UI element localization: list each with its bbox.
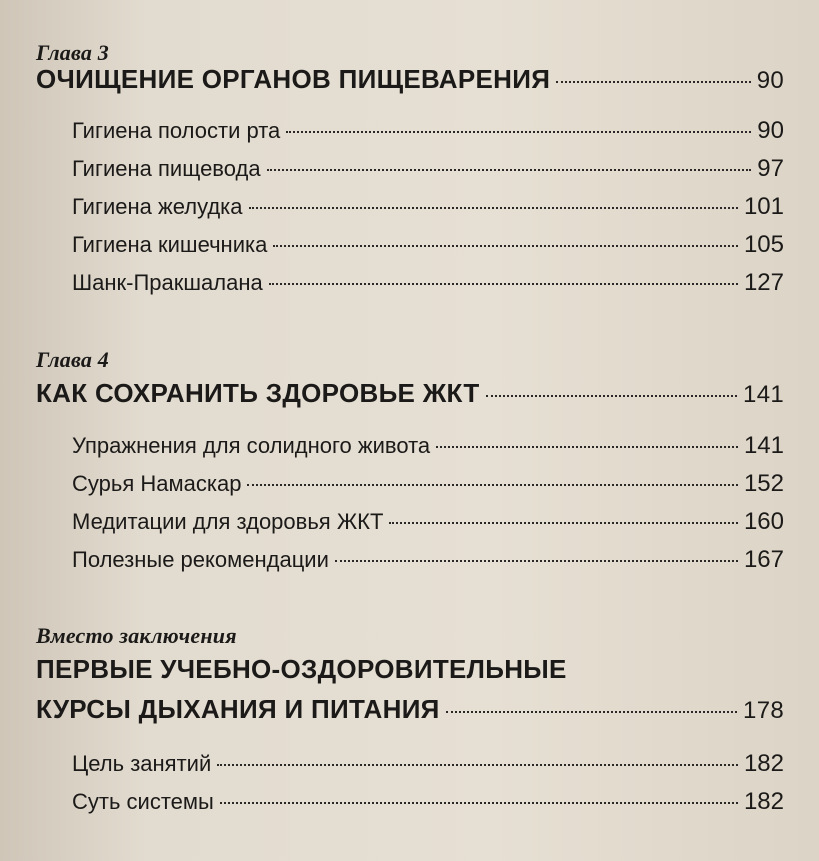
entry-title: Суть системы bbox=[72, 789, 214, 814]
dot-leader bbox=[335, 560, 738, 562]
dot-leader bbox=[556, 81, 751, 83]
page-number: 182 bbox=[743, 788, 784, 815]
page-number: 182 bbox=[743, 750, 784, 777]
toc-entry bbox=[72, 117, 784, 145]
toc-entry bbox=[72, 546, 784, 574]
toc-entry bbox=[72, 470, 784, 498]
entry-title: Гигиена пищевода bbox=[72, 156, 261, 181]
chapter-title: ОЧИЩЕНИЕ ОРГАНОВ ПИЩЕВАРЕНИЯ bbox=[36, 64, 551, 94]
toc-entry bbox=[72, 231, 784, 259]
page-number: 141 bbox=[743, 381, 784, 408]
dot-leader bbox=[273, 245, 738, 247]
dot-leader bbox=[267, 169, 752, 171]
chapter-title: ПЕРВЫЕ УЧЕБНО-ОЗДОРОВИТЕЛЬНЫЕ bbox=[36, 654, 567, 684]
page-number: 90 bbox=[757, 117, 784, 144]
page-number: 152 bbox=[743, 470, 784, 497]
toc-entry bbox=[72, 508, 784, 536]
page-number: 97 bbox=[757, 155, 784, 182]
chapter-title: КУРСЫ ДЫХАНИЯ И ПИТАНИЯ bbox=[36, 694, 440, 724]
chapter-label: Глава 3 bbox=[36, 40, 109, 65]
toc-entry bbox=[72, 788, 784, 816]
dot-leader bbox=[286, 131, 751, 133]
dot-leader bbox=[220, 802, 738, 804]
dot-leader bbox=[389, 522, 738, 524]
chapter-title-row bbox=[36, 378, 784, 409]
toc-entry bbox=[72, 155, 784, 183]
page-number: 105 bbox=[743, 231, 784, 258]
entry-title: Гигиена полости рта bbox=[72, 118, 281, 143]
entry-title: Гигиена кишечника bbox=[72, 232, 268, 257]
page-number: 160 bbox=[743, 508, 784, 535]
entry-title: Гигиена желудка bbox=[72, 194, 243, 219]
page-number: 101 bbox=[743, 193, 784, 220]
entry-title: Медитации для здоровья ЖКТ bbox=[72, 509, 384, 534]
chapter-title: КАК СОХРАНИТЬ ЗДОРОВЬЕ ЖКТ bbox=[36, 378, 480, 408]
page-number: 127 bbox=[743, 269, 784, 296]
dot-leader bbox=[446, 711, 737, 713]
dot-leader bbox=[249, 207, 738, 209]
chapter-label: Глава 4 bbox=[36, 347, 109, 372]
chapter-title-row bbox=[36, 64, 784, 95]
toc-entry bbox=[72, 269, 784, 297]
page-number: 141 bbox=[743, 432, 784, 459]
dot-leader bbox=[217, 764, 738, 766]
page-number: 167 bbox=[743, 546, 784, 573]
dot-leader bbox=[486, 395, 738, 397]
page-number: 178 bbox=[743, 697, 784, 724]
toc-entry bbox=[72, 432, 784, 460]
toc-entry bbox=[72, 750, 784, 778]
entry-title: Сурья Намаскар bbox=[72, 471, 242, 496]
dot-leader bbox=[436, 446, 738, 448]
chapter-label: Вместо заключения bbox=[36, 623, 237, 648]
entry-title: Полезные рекомендации bbox=[72, 547, 329, 572]
toc-entry bbox=[72, 193, 784, 221]
dot-leader bbox=[269, 283, 738, 285]
entry-title: Упражнения для солидного живота bbox=[72, 433, 431, 458]
entry-title: Цель занятий bbox=[72, 751, 212, 776]
dot-leader bbox=[247, 484, 738, 486]
chapter-title-row bbox=[36, 694, 784, 725]
page-number: 90 bbox=[756, 67, 784, 94]
entry-title: Шанк-Пракшалана bbox=[72, 270, 263, 295]
